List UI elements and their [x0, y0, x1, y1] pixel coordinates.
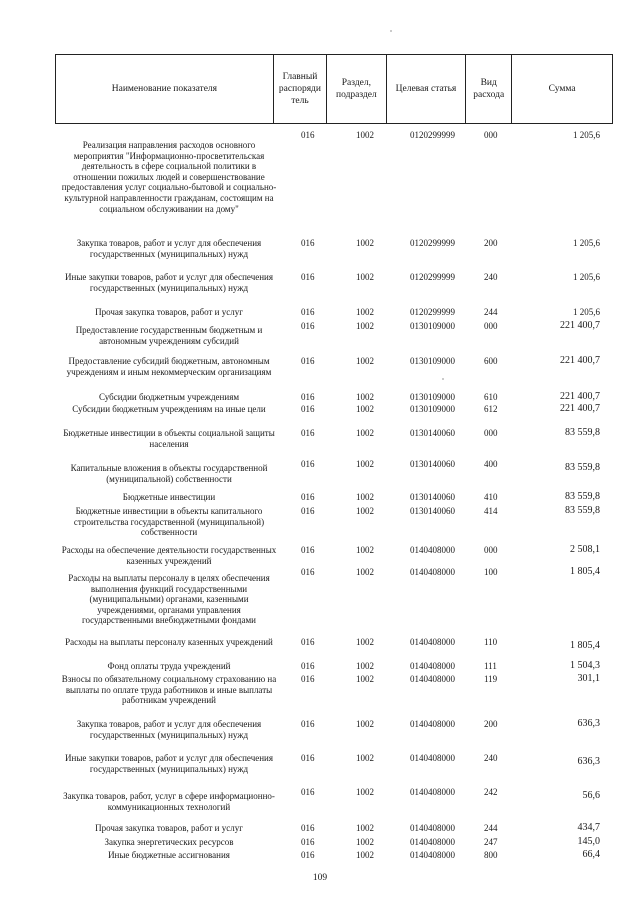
row-razdel: 1002 — [356, 307, 374, 317]
row-razdel: 1002 — [356, 321, 374, 331]
row-cs: 0140408000 — [410, 850, 455, 860]
row-vr: 000 — [484, 428, 498, 438]
row-cs: 0120299999 — [410, 130, 455, 140]
row-vr: 244 — [484, 823, 498, 833]
row-name: Бюджетные инвестиции в объекты социальной защиты населения — [63, 428, 275, 449]
row-name: Прочая закупка товаров, работ и услуг — [95, 823, 243, 833]
row-vr: 244 — [484, 307, 498, 317]
row-grs: 016 — [301, 307, 315, 317]
row-cs: 0140408000 — [410, 837, 455, 847]
row-vr: 110 — [484, 637, 498, 647]
row-name: Субсидии бюджетным учреждениям — [98, 392, 240, 402]
row-cs: 0130109000 — [410, 321, 455, 331]
row-name: Капитальные вложения в объекты государственной (муниципальной) собственности — [70, 463, 268, 484]
row-name: Расходы на выплаты персоналу в целях обеспечения выполнения функций государственными (муниципальными) органами, казенными учреждениями, органами управления государственными внебюджетными фондами — [68, 573, 270, 626]
row-razdel: 1002 — [356, 545, 374, 555]
row-sum: 1 205,6 — [573, 130, 600, 140]
row-grs: 016 — [301, 392, 315, 402]
row-razdel: 1002 — [356, 506, 374, 516]
row-sum: 83 559,8 — [565, 427, 600, 438]
header-cs: Целевая статья — [386, 55, 466, 124]
row-vr: 242 — [484, 787, 498, 797]
row-grs: 016 — [301, 850, 315, 860]
row-razdel: 1002 — [356, 837, 374, 847]
row-razdel: 1002 — [356, 459, 374, 469]
row-sum: 66,4 — [582, 849, 600, 860]
row-razdel: 1002 — [356, 719, 374, 729]
row-name: Иные закупки товаров, работ и услуг для обеспечения государственных (муниципальных) нужд — [65, 272, 273, 293]
row-vr: 247 — [484, 837, 498, 847]
row-grs: 016 — [301, 661, 315, 671]
row-sum: 83 559,8 — [565, 505, 600, 516]
page-number: 109 — [312, 873, 328, 883]
row-sum: 56,6 — [582, 790, 600, 801]
row-sum: 1 205,6 — [573, 238, 600, 248]
row-grs: 016 — [301, 492, 315, 502]
row-razdel: 1002 — [356, 567, 374, 577]
row-grs: 016 — [301, 545, 315, 555]
row-vr: 612 — [484, 404, 498, 414]
row-razdel: 1002 — [356, 392, 374, 402]
row-razdel: 1002 — [356, 356, 374, 366]
scan-speck — [390, 30, 392, 32]
row-name: Фонд оплаты труда учреждений — [107, 661, 231, 671]
row-grs: 016 — [301, 404, 315, 414]
row-cs: 0120299999 — [410, 272, 455, 282]
row-grs: 016 — [301, 321, 315, 331]
row-name: Закупка товаров, работ, услуг в сфере информационно-коммуникационных технологий — [63, 791, 275, 812]
header-grs: Главный распоряди тель — [273, 55, 326, 124]
row-name: Бюджетные инвестиции в объекты капитального строительства государственной (муниципальной) собственности — [73, 506, 265, 538]
row-razdel: 1002 — [356, 787, 374, 797]
row-name: Бюджетные инвестиции — [122, 492, 216, 502]
row-name: Взносы по обязательному социальному страхованию на выплаты по оплате труда работников и иные выплаты работникам учреждений — [61, 674, 277, 706]
header-vr: Вид расхода — [466, 55, 512, 124]
row-sum: 221 400,7 — [560, 391, 600, 402]
row-razdel: 1002 — [356, 823, 374, 833]
row-name: Реализация направления расходов основного мероприятия "Информационно-просветительская деятельность в сфере социальной политики в отношении пожилых людей и совершенствование предоставления услуг социально-бытовой и социально-культурной направленности гражданам, состоящим на социальном обслуживании на дому" — [61, 140, 277, 214]
row-grs: 016 — [301, 506, 315, 516]
row-cs: 0130140060 — [410, 459, 455, 469]
row-grs: 016 — [301, 356, 315, 366]
row-sum: 145,0 — [577, 836, 600, 847]
row-name: Субсидии бюджетным учреждениям на иные цели — [72, 404, 266, 414]
row-cs: 0140408000 — [410, 787, 455, 797]
row-cs: 0140408000 — [410, 719, 455, 729]
row-sum: 83 559,8 — [565, 491, 600, 502]
table-header — [55, 54, 613, 124]
row-cs: 0140408000 — [410, 637, 455, 647]
row-cs: 0140408000 — [410, 567, 455, 577]
row-razdel: 1002 — [356, 238, 374, 248]
row-name: Закупка энергетических ресурсов — [104, 837, 234, 847]
row-razdel: 1002 — [356, 272, 374, 282]
row-vr: 200 — [484, 719, 498, 729]
row-grs: 016 — [301, 787, 315, 797]
row-grs: 016 — [301, 459, 315, 469]
row-sum: 83 559,8 — [565, 462, 600, 473]
row-sum: 434,7 — [577, 822, 600, 833]
row-name: Иные бюджетные ассигнования — [108, 850, 230, 860]
row-grs: 016 — [301, 837, 315, 847]
row-razdel: 1002 — [356, 637, 374, 647]
header-sum: Сумма — [512, 55, 613, 124]
row-razdel: 1002 — [356, 404, 374, 414]
row-grs: 016 — [301, 428, 315, 438]
row-vr: 200 — [484, 238, 498, 248]
row-cs: 0140408000 — [410, 545, 455, 555]
row-razdel: 1002 — [356, 674, 374, 684]
row-grs: 016 — [301, 674, 315, 684]
row-vr: 000 — [484, 130, 498, 140]
row-sum: 221 400,7 — [560, 355, 600, 366]
row-razdel: 1002 — [356, 850, 374, 860]
row-cs: 0130109000 — [410, 404, 455, 414]
row-cs: 0130140060 — [410, 492, 455, 502]
row-razdel: 1002 — [356, 130, 374, 140]
row-sum: 2 508,1 — [570, 544, 600, 555]
row-sum: 1 205,6 — [573, 272, 600, 282]
row-name: Расходы на выплаты персоналу казенных учреждений — [65, 637, 273, 647]
scan-speck — [442, 378, 444, 380]
row-cs: 0120299999 — [410, 238, 455, 248]
row-vr: 240 — [484, 272, 498, 282]
row-name: Прочая закупка товаров, работ и услуг — [95, 307, 243, 317]
row-sum: 636,3 — [577, 756, 600, 767]
row-razdel: 1002 — [356, 661, 374, 671]
row-name: Предоставление субсидий бюджетным, автономным учреждениям и иным некоммерческим организациям — [66, 356, 272, 377]
row-grs: 016 — [301, 130, 315, 140]
row-grs: 016 — [301, 272, 315, 282]
row-cs: 0140408000 — [410, 753, 455, 763]
row-vr: 111 — [484, 661, 497, 671]
row-name: Расходы на обеспечение деятельности государственных казенных учреждений — [61, 545, 277, 566]
row-cs: 0120299999 — [410, 307, 455, 317]
row-grs: 016 — [301, 719, 315, 729]
row-vr: 600 — [484, 356, 498, 366]
header-name: Наименование показателя — [56, 55, 274, 124]
row-vr: 414 — [484, 506, 498, 516]
row-vr: 000 — [484, 321, 498, 331]
row-sum: 301,1 — [577, 673, 600, 684]
row-name: Предоставление государственным бюджетным и автономным учреждениям субсидий — [75, 325, 263, 346]
row-razdel: 1002 — [356, 428, 374, 438]
row-sum: 1 504,3 — [570, 660, 600, 671]
row-sum: 1 805,4 — [570, 640, 600, 651]
row-cs: 0140408000 — [410, 823, 455, 833]
row-sum: 221 400,7 — [560, 320, 600, 331]
row-grs: 016 — [301, 238, 315, 248]
row-cs: 0140408000 — [410, 661, 455, 671]
row-cs: 0130140060 — [410, 506, 455, 516]
row-sum: 636,3 — [577, 718, 600, 729]
row-name: Закупка товаров, работ и услуг для обеспечения государственных (муниципальных) нужд — [76, 719, 262, 740]
row-sum: 221 400,7 — [560, 403, 600, 414]
row-sum: 1 805,4 — [570, 566, 600, 577]
row-vr: 400 — [484, 459, 498, 469]
row-cs: 0130140060 — [410, 428, 455, 438]
row-cs: 0140408000 — [410, 674, 455, 684]
row-vr: 610 — [484, 392, 498, 402]
row-razdel: 1002 — [356, 753, 374, 763]
row-cs: 0130109000 — [410, 356, 455, 366]
row-name: Закупка товаров, работ и услуг для обеспечения государственных (муниципальных) нужд — [76, 238, 262, 259]
row-vr: 000 — [484, 545, 498, 555]
row-vr: 100 — [484, 567, 498, 577]
row-cs: 0130109000 — [410, 392, 455, 402]
row-vr: 240 — [484, 753, 498, 763]
row-vr: 410 — [484, 492, 498, 502]
row-razdel: 1002 — [356, 492, 374, 502]
row-name: Иные закупки товаров, работ и услуг для обеспечения государственных (муниципальных) нужд — [65, 753, 273, 774]
row-vr: 119 — [484, 674, 498, 684]
row-sum: 1 205,6 — [573, 307, 600, 317]
row-grs: 016 — [301, 753, 315, 763]
row-grs: 016 — [301, 637, 315, 647]
header-razdel: Раздел, подраздел — [327, 55, 387, 124]
row-grs: 016 — [301, 567, 315, 577]
row-grs: 016 — [301, 823, 315, 833]
row-vr: 800 — [484, 850, 498, 860]
